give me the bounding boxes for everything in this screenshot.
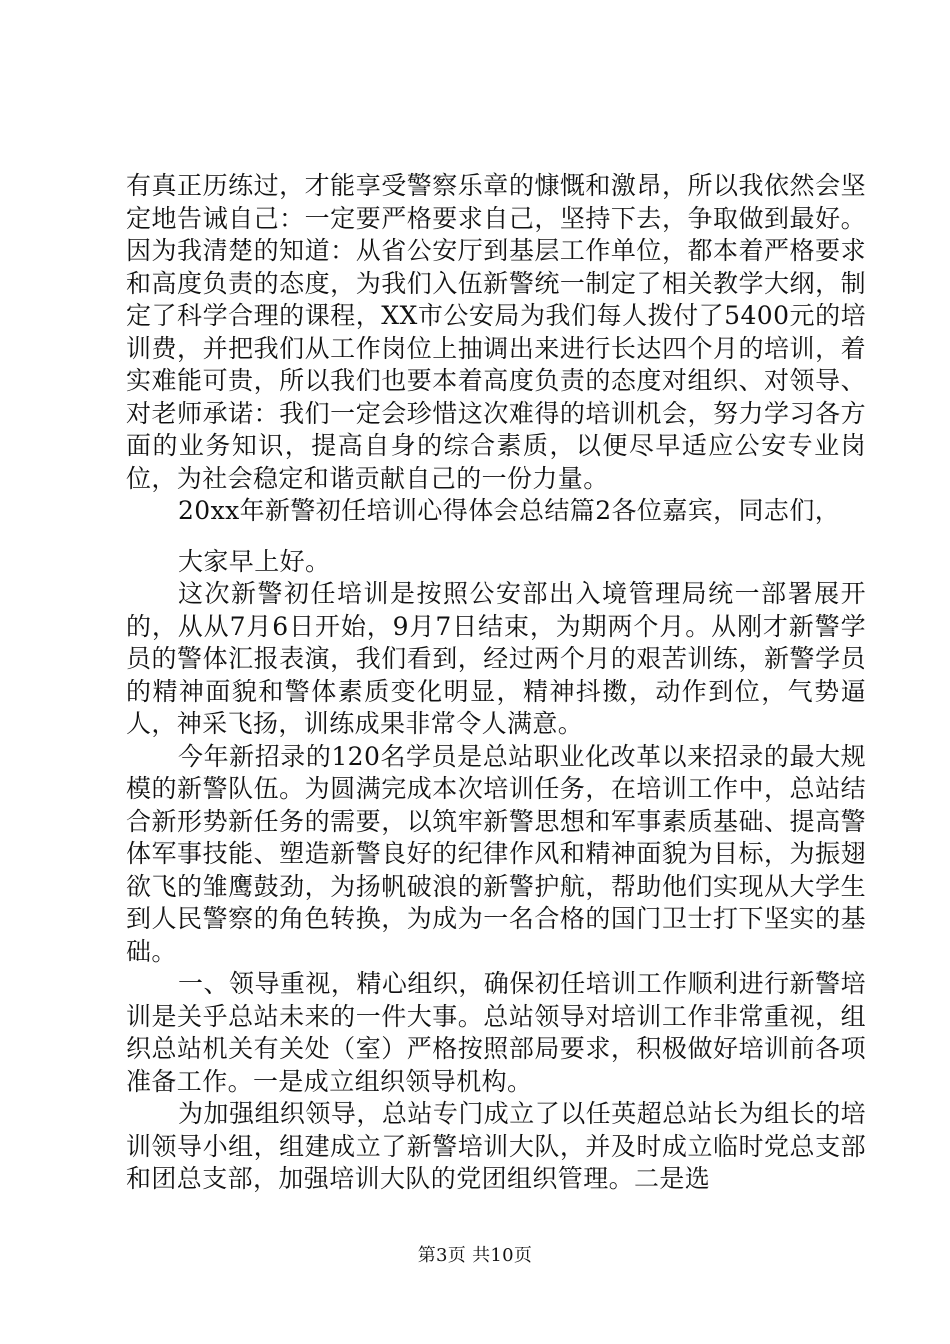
paragraph-training-overview: 这次新警初任培训是按照公安部出入境管理局统一部署展开的，从从7月6日开始，9月7日结束，为期两个月。从刚才新警学员的警体汇报表演，我们看到，经过两个月的艰苦训练，新警学员的精神面貌和警体素质变化明显，精神抖擞，动作到位，气势逼人，神采飞扬，训练成果非常令人满意。 xyxy=(126,579,866,738)
page-number-footer: 第3页 共10页 xyxy=(417,1245,533,1266)
paragraph-section-one: 一、领导重视，精心组织，确保初任培训工作顺利进行新警培训是关乎总站未来的一件大事。总站领导对培训工作非常重视，组织总站机关有关处（室）严格按照部局要求，积极做好培训前各项准备工作。一是成立组织领导机构。 xyxy=(126,969,866,1096)
document-body xyxy=(126,170,866,1196)
paragraph-recruits: 今年新招录的120名学员是总站职业化改革以来招录的最大规模的新警队伍。为圆满完成本次培训任务，在培训工作中，总站结合新形势新任务的需要，以筑牢新警思想和军事素质基础、提高警体军事技能、塑造新警良好的纪律作风和精神面貌为目标，为振翅欲飞的雏鹰鼓劲，为扬帆破浪的新警护航，帮助他们实现从大学生到人民警察的角色转换，为成为一名合格的国门卫士打下坚实的基础。 xyxy=(126,741,866,966)
paragraph-article-title: 20xx年新警初任培训心得体会总结篇2各位嘉宾，同志们， xyxy=(178,496,841,525)
paragraph-leadership: 为加强组织领导，总站专门成立了以任英超总站长为组长的培训领导小组，组建成立了新警培训大队，并及时成立临时党总支部和团总支部，加强培训大队的党团组织管理。二是选 xyxy=(126,1099,866,1193)
paragraph-continued: 有真正历练过，才能享受警察乐章的慷慨和激昂，所以我依然会坚定地告诫自己：一定要严格要求自己，坚持下去，争取做到最好。因为我清楚的知道：从省公安厅到基层工作单位，都本着严格要求和高度负责的态度，为我们入伍新警统一制定了相关教学大纲，制定了科学合理的课程，XX市公安局为我们每人拨付了5400元的培训费，并把我们从工作岗位上抽调出来进行长达四个月的培训，着实难能可贵，所以我们也要本着高度负责的态度对组织、对领导、对老师承诺：我们一定会珍惜这次难得的培训机会，努力学习各方面的业务知识，提高自身的综合素质，以便尽早适应公安专业岗位，为社会稳定和谐贡献自己的一份力量。 xyxy=(126,171,866,493)
paragraph-greeting: 大家早上好。 xyxy=(178,546,331,576)
